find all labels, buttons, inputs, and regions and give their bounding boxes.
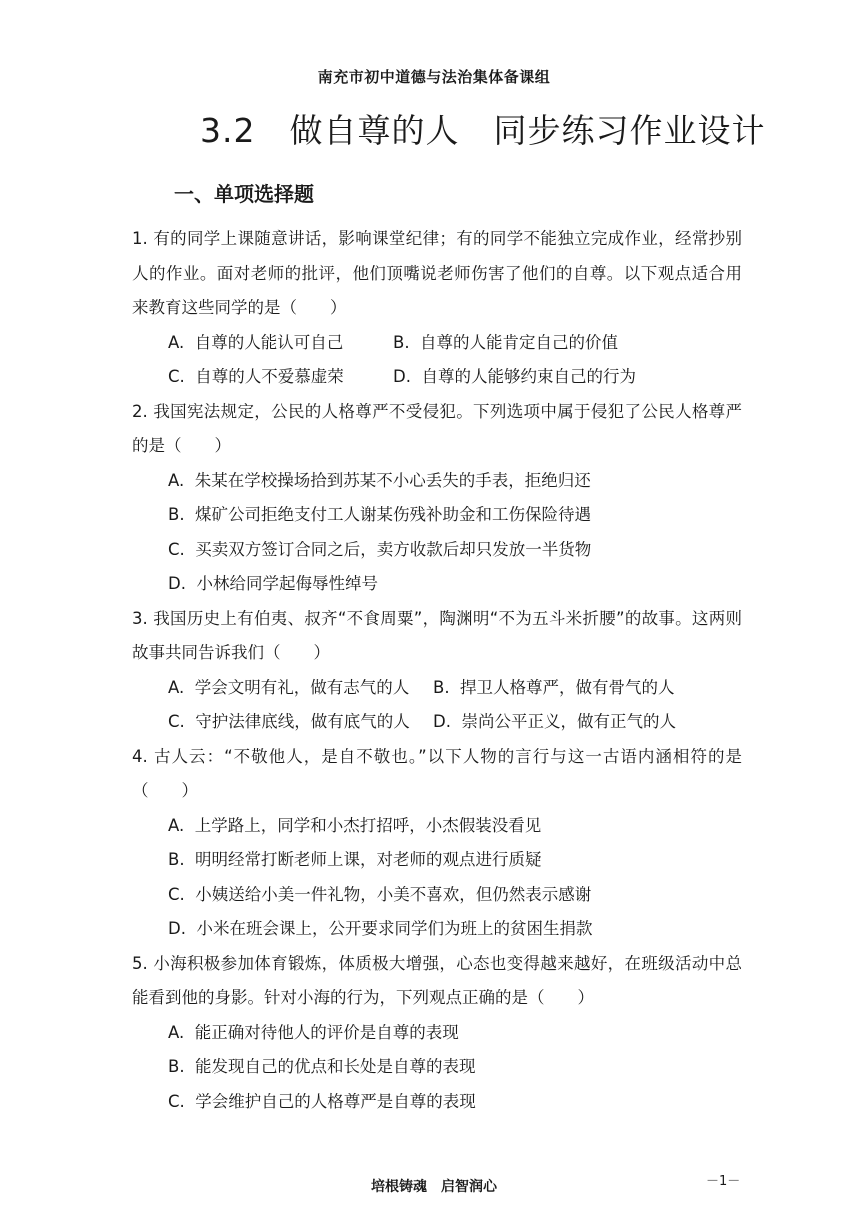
- option: D. 小林给同学起侮辱性绰号: [168, 574, 378, 593]
- question-stem: 3. 我国历史上有伯夷、叔齐“不食周粟”，陶渊明“不为五斗米折腰”的故事。这两则故事共同告诉我们（ ）: [132, 608, 742, 662]
- option: A. 上学路上，同学和小杰打招呼，小杰假装没看见: [168, 815, 542, 835]
- option: C. 买卖双方签订合同之后，卖方收款后却只发放一半货物: [168, 539, 592, 559]
- option: D. 崇尚公平正义，做有正气的人: [433, 712, 676, 731]
- question-stem: 4. 古人云：“不敬他人，是自不敬也。”以下人物的言行与这一古语内涵相符的是（ ）: [132, 746, 742, 800]
- option: B. 能发现自己的优点和长处是自尊的表现: [168, 1057, 476, 1076]
- option: B. 自尊的人能肯定自己的价值: [393, 332, 619, 352]
- section-heading: 一、单项选择题: [174, 182, 314, 206]
- option: C. 小姨送给小美一件礼物，小美不喜欢，但仍然表示感谢: [168, 884, 592, 904]
- footer-motto: 培根铸魂 启智润心: [371, 1179, 497, 1195]
- option: C. 自尊的人不爱慕虚荣: [168, 367, 344, 386]
- option-row: [132, 705, 742, 740]
- option-row: [132, 360, 742, 395]
- option: C. 守护法律底线，做有底气的人: [168, 712, 410, 731]
- option-row: [132, 326, 742, 361]
- question-stem: 1. 有的同学上课随意讲话，影响课堂纪律；有的同学不能独立完成作业，经常抄别人的作业。面对老师的批评，他们顶嘴说老师伤害了他们的自尊。以下观点适合用来教育这些同学的是（ ）: [132, 229, 742, 317]
- option: A. 学会文明有礼，做有志气的人: [168, 677, 410, 697]
- option: B. 捍卫人格尊严，做有骨气的人: [433, 677, 675, 697]
- option: A. 能正确对待他人的评价是自尊的表现: [168, 1022, 459, 1042]
- option: B. 明明经常打断老师上课，对老师的观点进行质疑: [168, 850, 542, 869]
- option: B. 煤矿公司拒绝支付工人谢某伤残补助金和工伤保险待遇: [168, 505, 592, 524]
- option: C. 学会维护自己的人格尊严是自尊的表现: [168, 1091, 476, 1111]
- option: D. 小米在班会课上，公开要求同学们为班上的贫困生捐款: [168, 919, 593, 938]
- question-list: [132, 222, 742, 1119]
- option: D. 自尊的人能够约束自己的行为: [393, 367, 636, 386]
- group-header: 南充市初中道德与法治集体备课组: [317, 68, 551, 86]
- option-row: [132, 671, 742, 706]
- option: A. 朱某在学校操场拾到苏某不小心丢失的手表，拒绝归还: [168, 470, 591, 490]
- page-title: 3.2 做自尊的人 同步练习作业设计: [200, 111, 766, 150]
- question-stem: 5. 小海积极参加体育锻炼，体质极大增强，心态也变得越来越好，在班级活动中总能看到他的身影。针对小海的行为，下列观点正确的是（ ）: [132, 953, 742, 1007]
- page-number: －1－: [706, 1174, 741, 1189]
- question-stem: 2. 我国宪法规定，公民的人格尊严不受侵犯。下列选项中属于侵犯了公民人格尊严的是（ ）: [132, 401, 742, 455]
- option: A. 自尊的人能认可自己: [168, 332, 344, 352]
